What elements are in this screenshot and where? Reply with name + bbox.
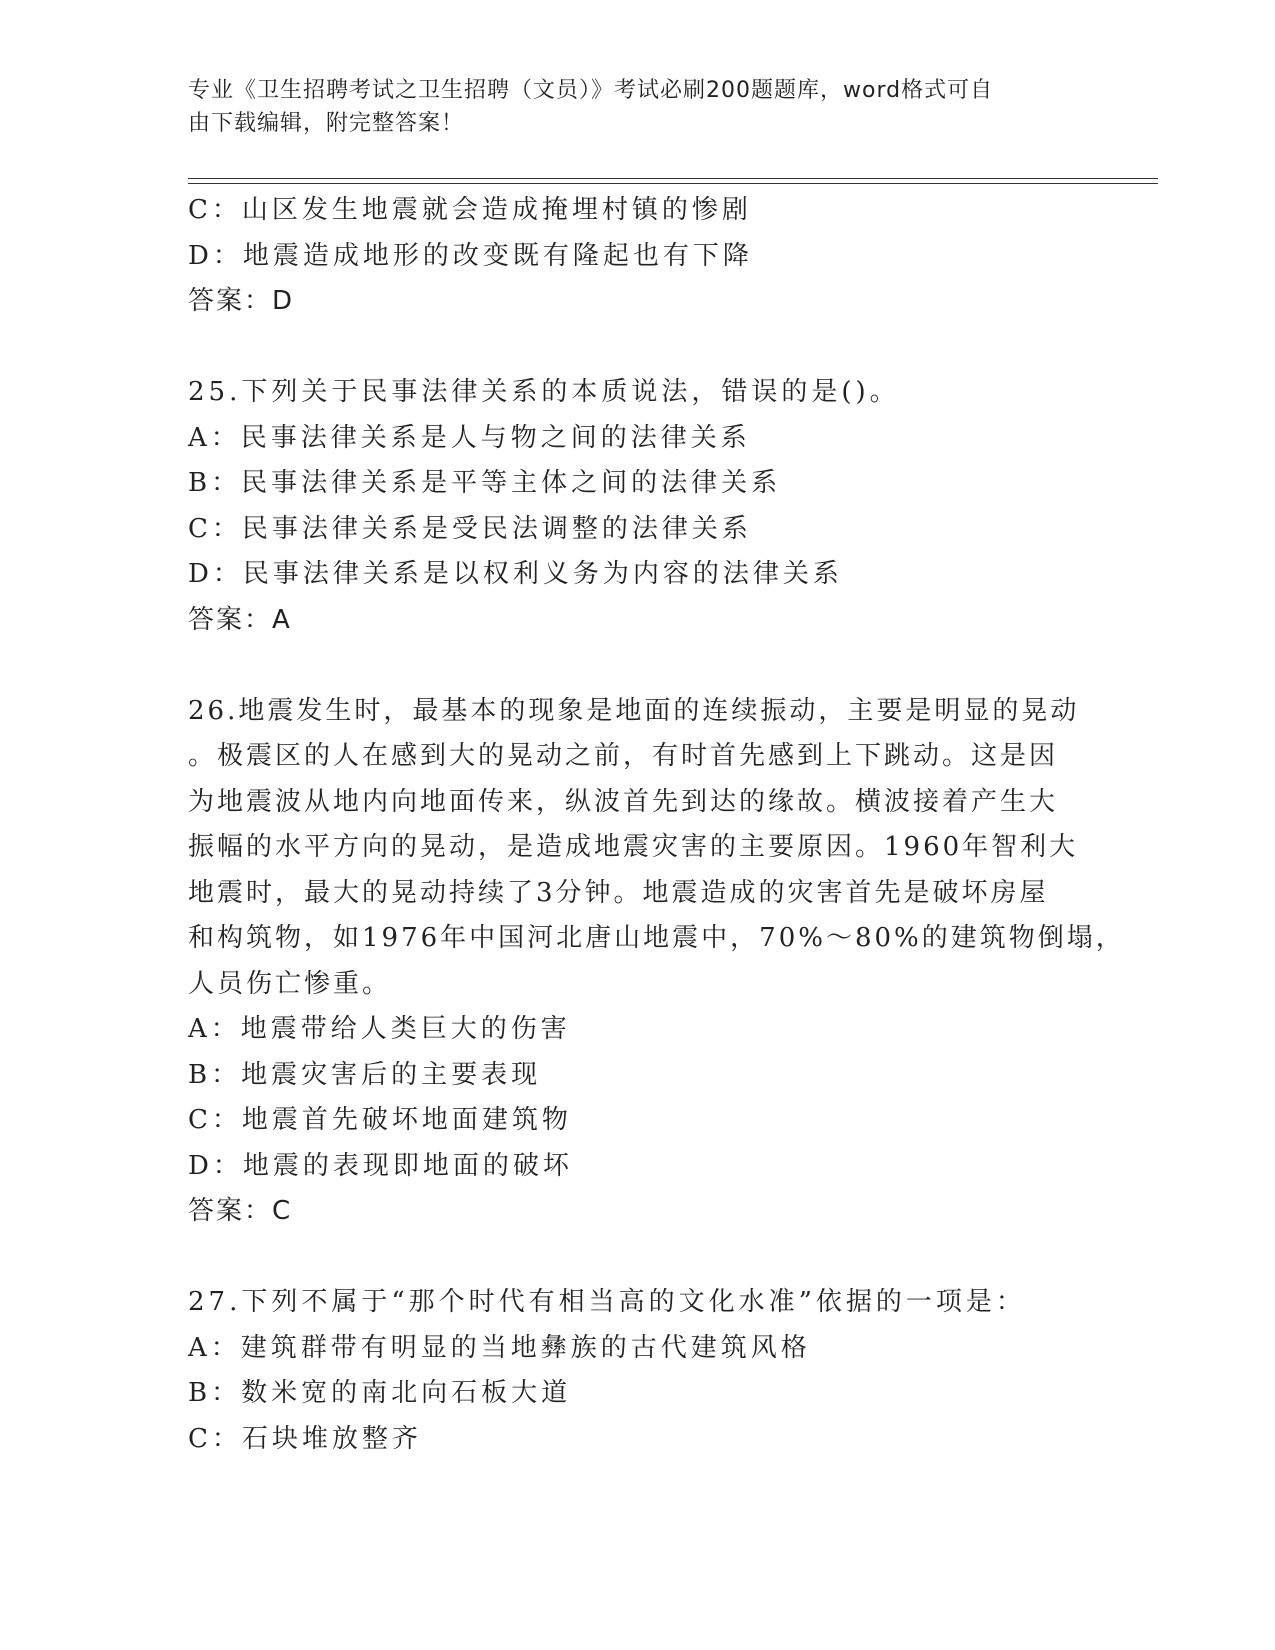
option-a: A：地震带给人类巨大的伤害 bbox=[188, 1014, 571, 1044]
option-d: D：地震造成地形的改变既有隆起也有下降 bbox=[188, 240, 753, 271]
question-26 bbox=[188, 689, 1125, 1235]
header-divider bbox=[188, 178, 1158, 184]
option-b: B：民事法律关系是平等主体之间的法律关系 bbox=[188, 468, 782, 498]
option-b: B：地震灾害后的主要表现 bbox=[188, 1059, 542, 1090]
stem-line: 地震时，最大的晃动持续了3分钟。地震造成的灾害首先是破坏房屋 bbox=[188, 877, 1049, 908]
option-a: A：民事法律关系是人与物之间的法律关系 bbox=[188, 422, 751, 453]
option-c: C：石块堆放整齐 bbox=[188, 1423, 422, 1454]
stem-line: 为地震波从地内向地面传来，纵波首先到达的缘故。横波接着产生大 bbox=[188, 786, 1059, 817]
stem-line: 人员伤亡惨重。 bbox=[188, 968, 392, 999]
stem-line: 振幅的水平方向的晃动，是造成地震灾害的主要原因。1960年智利大 bbox=[188, 832, 1079, 862]
answer: 答案：C bbox=[188, 1196, 293, 1226]
spacer bbox=[188, 643, 1088, 689]
option-c: C：地震首先破坏地面建筑物 bbox=[188, 1105, 572, 1135]
header-line-2: 由下载编辑，附完整答案！ bbox=[188, 111, 465, 136]
document-header bbox=[188, 74, 1068, 140]
option-d: D：地震的表现即地面的破坏 bbox=[188, 1150, 573, 1181]
stem-line: 。极震区的人在感到大的晃动之前，有时首先感到上下跳动。这是因 bbox=[188, 741, 1059, 771]
stem-line: 和构筑物，如1976年中国河北唐山地震中，70%～80%的建筑物倒塌， bbox=[188, 923, 1125, 953]
answer: 答案：A bbox=[188, 604, 292, 635]
spacer bbox=[188, 325, 1088, 371]
document-body bbox=[188, 188, 1125, 1462]
question-stem bbox=[188, 689, 1125, 1008]
option-b: B：数米宽的南北向石板大道 bbox=[188, 1378, 572, 1408]
header-line-1: 专业《卫生招聘考试之卫生招聘（文员）》考试必刷200题题库，word格式可自 bbox=[188, 78, 994, 103]
question-stem: 25.下列关于民事法律关系的本质说法，错误的是()。 bbox=[188, 377, 900, 407]
question-27 bbox=[188, 1280, 1088, 1462]
question-stem: 27.下列不属于“那个时代有相当高的文化水准”依据的一项是： bbox=[188, 1287, 1026, 1317]
answer: 答案：D bbox=[188, 286, 295, 316]
spacer bbox=[188, 1235, 1088, 1281]
option-c: C：山区发生地震就会造成掩埋村镇的惨剧 bbox=[188, 195, 752, 225]
stem-line: 26.地震发生时，最基本的现象是地面的连续振动，主要是明显的晃动 bbox=[188, 695, 1080, 726]
option-d: D：民事法律关系是以权利义务为内容的法律关系 bbox=[188, 559, 843, 589]
option-a: A：建筑群带有明显的当地彝族的古代建筑风格 bbox=[188, 1332, 811, 1363]
question-24-tail bbox=[188, 188, 1088, 325]
question-25 bbox=[188, 370, 1088, 643]
option-c: C：民事法律关系是受民法调整的法律关系 bbox=[188, 513, 752, 544]
